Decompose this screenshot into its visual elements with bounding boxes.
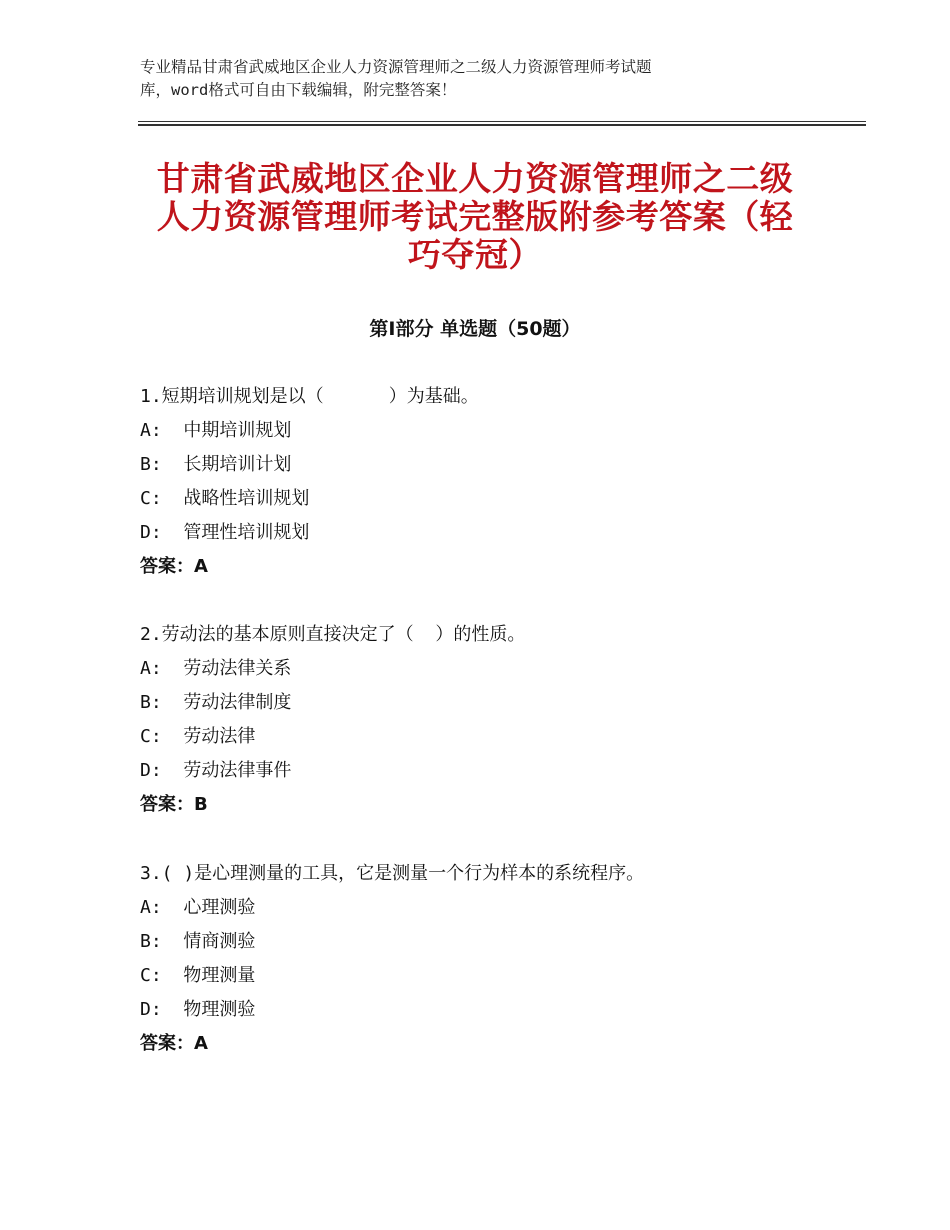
option-b: B: 长期培训计划 — [140, 454, 292, 475]
question-block — [140, 618, 860, 822]
section-heading: 第Ⅰ部分 单选题（50题） — [369, 318, 581, 340]
question-stem: 3.( )是心理测量的工具，它是测量一个行为样本的系统程序。 — [140, 863, 645, 884]
option-c: C: 物理测量 — [140, 965, 256, 986]
question-stem: 1.短期培训规划是以（ ）为基础。 — [140, 386, 479, 407]
option-c: C: 劳动法律 — [140, 726, 256, 747]
option-b: B: 情商测验 — [140, 931, 256, 952]
document-title-line: 甘肃省武威地区企业人力资源管理师之二级 — [156, 159, 794, 198]
option-c: C: 战略性培训规划 — [140, 488, 310, 509]
answer-line: 答案：B — [140, 794, 208, 815]
header-note-line: 库，word格式可自由下载编辑，附完整答案！ — [140, 81, 457, 99]
document-title-line: 人力资源管理师考试完整版附参考答案（轻 — [156, 197, 794, 236]
header-divider-thick — [138, 124, 866, 126]
header-note-line: 专业精品甘肃省武威地区企业人力资源管理师之二级人力资源管理师考试题 — [140, 58, 652, 76]
question-block — [140, 380, 860, 584]
header-divider — [138, 121, 866, 122]
option-d: D: 管理性培训规划 — [140, 522, 310, 543]
option-b: B: 劳动法律制度 — [140, 692, 292, 713]
question-block — [140, 857, 860, 1061]
option-d: D: 劳动法律事件 — [140, 760, 292, 781]
document-title — [130, 160, 820, 274]
option-a: A: 心理测验 — [140, 897, 256, 918]
option-d: D: 物理测验 — [140, 999, 256, 1020]
document-title-line: 巧夺冠） — [408, 235, 542, 274]
answer-line: 答案：A — [140, 1033, 208, 1054]
answer-line: 答案：A — [140, 556, 208, 577]
header-note — [140, 56, 800, 102]
option-a: A: 中期培训规划 — [140, 420, 292, 441]
question-stem: 2.劳动法的基本原则直接决定了（ ）的性质。 — [140, 624, 526, 645]
option-a: A: 劳动法律关系 — [140, 658, 292, 679]
